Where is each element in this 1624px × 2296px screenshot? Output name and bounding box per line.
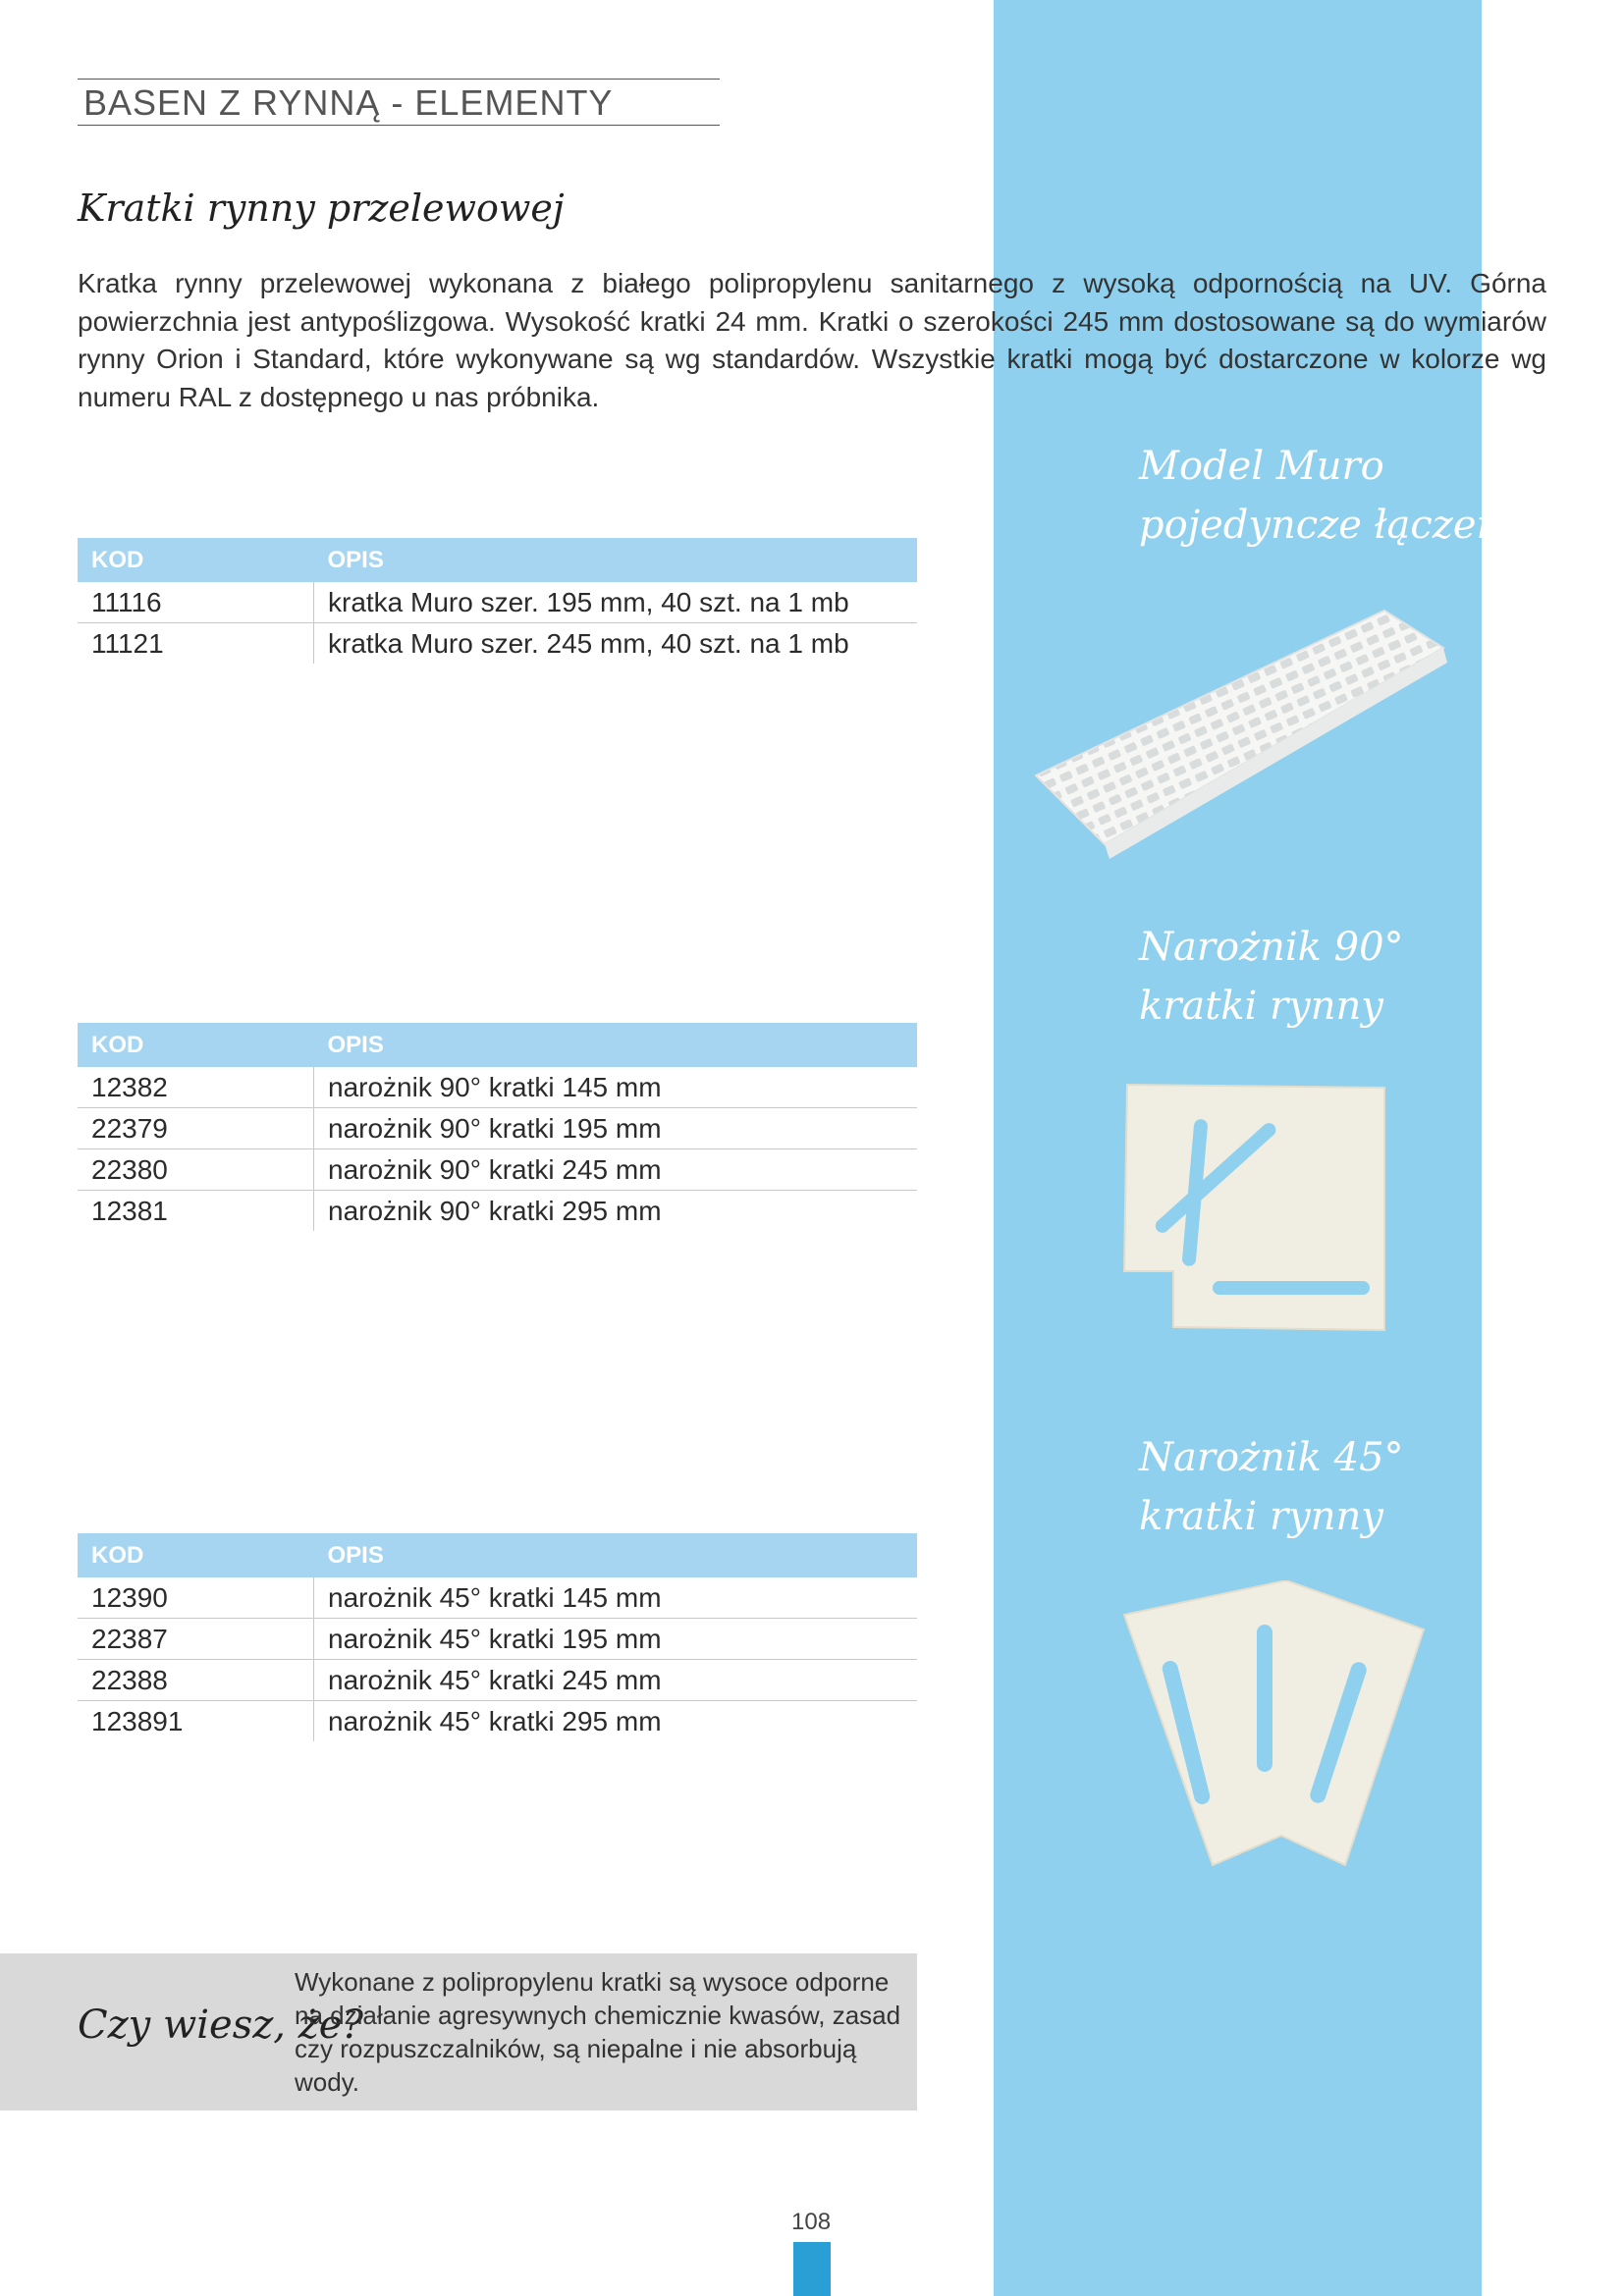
caption-line: Model Muro (1139, 444, 1384, 489)
table-header-row (78, 1023, 917, 1067)
caption-line: kratki rynny (1139, 984, 1383, 1029)
page-tab-marker (793, 2242, 831, 2296)
cell-kod: 12381 (78, 1191, 314, 1232)
caption-line: Narożnik 45° (1139, 1435, 1404, 1480)
cell-opis: narożnik 90° kratki 145 mm (314, 1067, 918, 1108)
header-opis: OPIS (314, 538, 918, 582)
cell-kod: 22380 (78, 1149, 314, 1191)
table-row (78, 1149, 917, 1191)
page-header (78, 79, 720, 126)
cell-kod: 22388 (78, 1660, 314, 1701)
cell-opis: narożnik 90° kratki 245 mm (314, 1149, 918, 1191)
table-row (78, 582, 917, 623)
cell-kod: 22387 (78, 1619, 314, 1660)
table-row (78, 1577, 917, 1619)
did-you-know-text: Wykonane z polipropylenu kratki są wysoce odporne na działanie agresywnych chemicznie kwasów, zasad czy rozpuszczalników, są niepalne i nie absorbują wody. (295, 1967, 901, 2097)
cell-kod: 22379 (78, 1108, 314, 1149)
header-kod: KOD (78, 538, 314, 582)
cell-kod: 123891 (78, 1701, 314, 1742)
page-header-title: BASEN Z RYNNĄ - ELEMENTY (83, 82, 614, 123)
cell-kod: 11121 (78, 623, 314, 665)
muro-grating-image (1031, 589, 1453, 864)
header-kod: KOD (78, 1023, 314, 1067)
cell-opis: narożnik 45° kratki 195 mm (314, 1619, 918, 1660)
table-header-row (78, 538, 917, 582)
table-muro (78, 538, 917, 664)
caption-corner-90 (1139, 918, 1404, 1036)
table-row (78, 1108, 917, 1149)
table-row (78, 1701, 917, 1742)
cell-opis: narożnik 45° kratki 145 mm (314, 1577, 918, 1619)
intro-paragraph: Kratka rynny przelewowej wykonana z białego polipropylenu sanitarnego z wysoką odpornością na UV. Górna powierzchnia jest antypoślizgowa. Wysokość kratki 24 mm. Kratki o szerokości 245 mm dostosowane są do wymiarów rynny Orion i Standard, które wykonywane są wg standardów. Wszystkie kratki mogą być dostarczone w kolorze wg numeru RAL z dostępnego u nas próbnika. (78, 268, 1546, 412)
cell-kod: 12390 (78, 1577, 314, 1619)
table-row (78, 1067, 917, 1108)
table-corner-90 (78, 1023, 917, 1231)
cell-opis: kratka Muro szer. 195 mm, 40 szt. na 1 mb (314, 582, 918, 623)
section-title: Kratki rynny przelewowej (78, 187, 565, 230)
page-number: 108 (791, 2209, 832, 2235)
table-row (78, 1619, 917, 1660)
cell-kod: 12382 (78, 1067, 314, 1108)
header-kod: KOD (78, 1533, 314, 1577)
cell-opis: narożnik 90° kratki 295 mm (328, 1195, 662, 1226)
cell-opis: narożnik 45° kratki 245 mm (314, 1660, 918, 1701)
header-opis: OPIS (314, 1533, 918, 1577)
cell-opis: narożnik 90° kratki 195 mm (314, 1108, 918, 1149)
did-you-know-title: Czy wiesz, że? (78, 2002, 363, 2048)
cell-opis: narożnik 45° kratki 295 mm (328, 1705, 662, 1736)
table-row (78, 1191, 917, 1232)
corner-90-image (1119, 1080, 1424, 1337)
table-row (78, 623, 917, 665)
table-corner-45 (78, 1533, 917, 1741)
cell-opis: kratka Muro szer. 245 mm, 40 szt. na 1 mb (328, 627, 849, 659)
corner-45-image (1119, 1580, 1434, 1875)
caption-corner-45 (1139, 1428, 1404, 1546)
table-header-row (78, 1533, 917, 1577)
caption-line: Narożnik 90° (1139, 925, 1404, 970)
caption-line: kratki rynny (1139, 1494, 1383, 1539)
caption-model-muro (1139, 437, 1538, 555)
caption-line: pojedyncze łączenie (1139, 503, 1538, 548)
header-opis: OPIS (314, 1023, 918, 1067)
cell-kod: 11116 (78, 582, 314, 623)
table-row (78, 1660, 917, 1701)
